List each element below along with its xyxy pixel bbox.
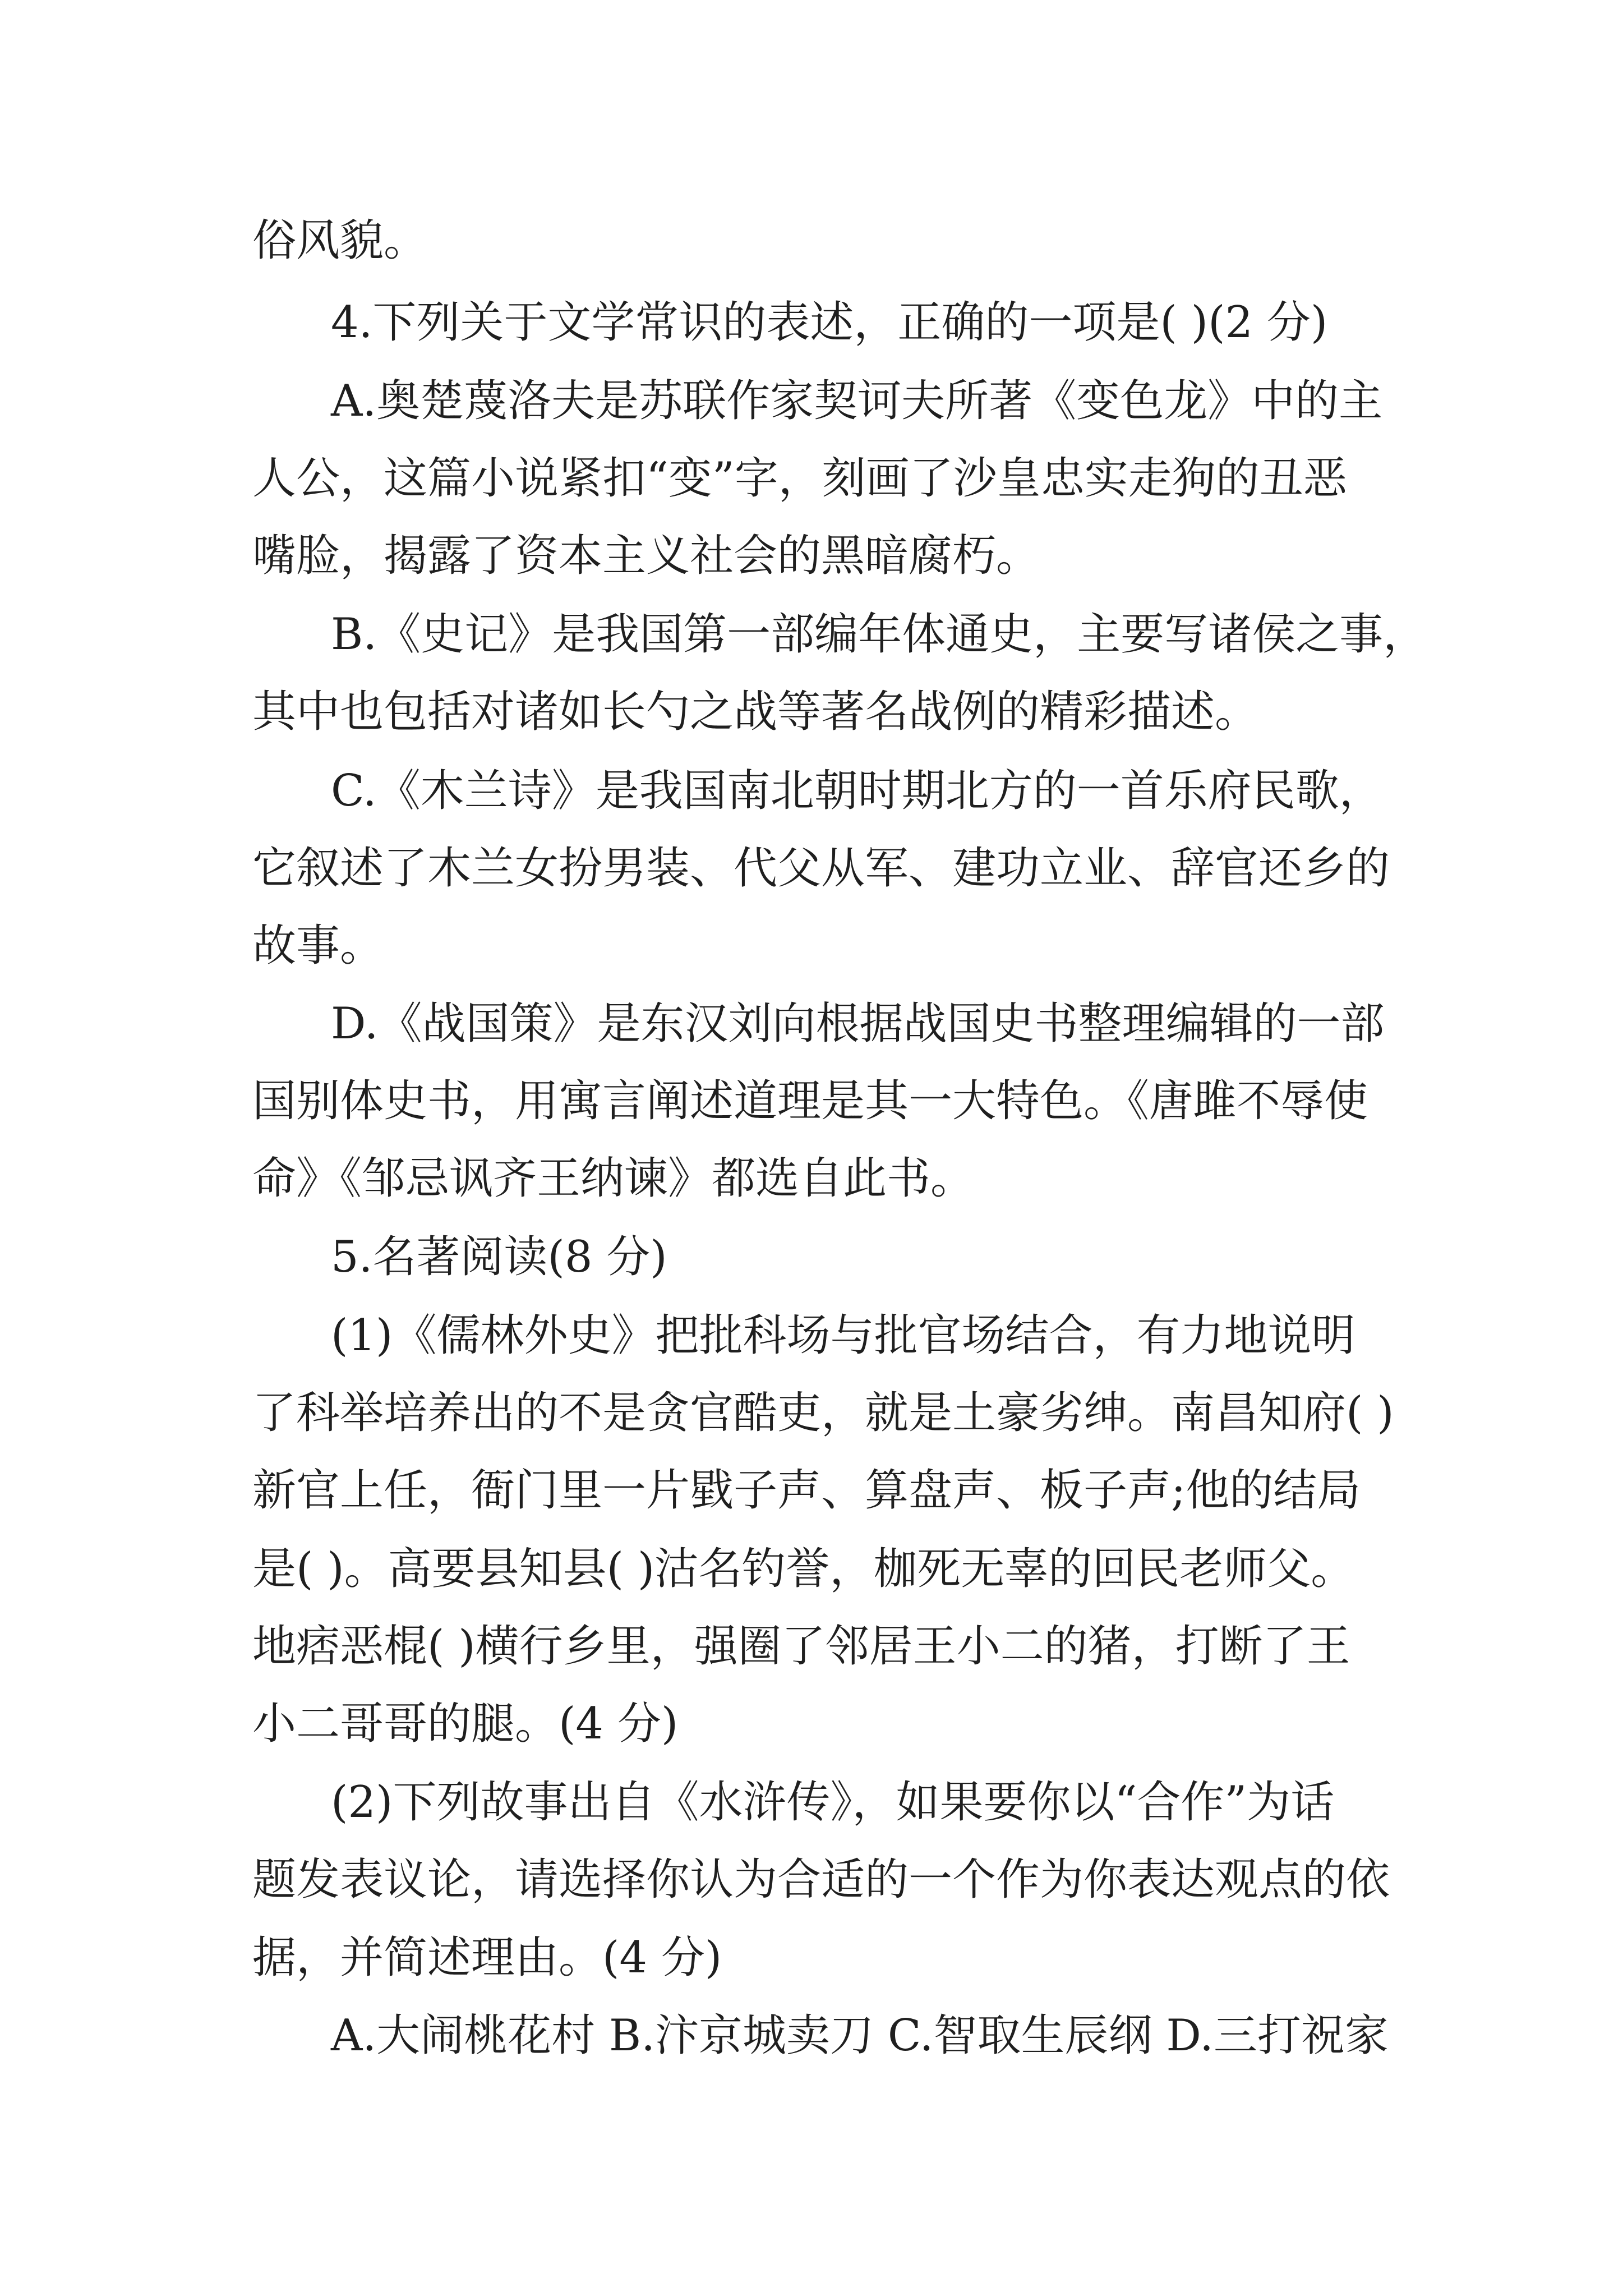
text-line: 嘴脸，揭露了资本主义社会的黑暗腐朽。 — [252, 531, 1040, 581]
options-line: A.大闹桃花村 B.汴京城卖刀 C.智取生辰纲 D.三打祝家 — [331, 2010, 1389, 2061]
question-5-stem: 5.名著阅读(8 分) — [331, 1232, 667, 1282]
text-line: 新官上任，衙门里一片戥子声、算盘声、板子声;他的结局 — [252, 1465, 1361, 1516]
question-4-stem: 4.下列关于文学常识的表述，正确的一项是( )(2 分) — [331, 297, 1328, 348]
text-line: 故事。 — [252, 921, 384, 971]
text-line: 俗风貌。 — [252, 215, 428, 266]
text-line: 了科举培养出的不是贪官酷吏，就是土豪劣绅。南昌知府( ) — [252, 1388, 1394, 1438]
text-line: 命》《邹忌讽齐王纳谏》都选自此书。 — [252, 1153, 975, 1204]
text-line: 其中也包括对诸如长勺之战等著名战例的精彩描述。 — [252, 687, 1259, 737]
text-line: 小二哥哥的腿。(4 分) — [252, 1699, 679, 1749]
option-d-line: D.《战国策》是东汉刘向根据战国史书整理编辑的一部 — [331, 999, 1385, 1049]
text-line: 地痞恶棍( )横行乡里，强圈了邻居王小二的猪，打断了王 — [252, 1621, 1350, 1672]
text-line: 人公，这篇小说紧扣“变”字，刻画了沙皇忠实走狗的丑恶 — [252, 453, 1347, 504]
option-a-line: A.奥楚蔑洛夫是苏联作家契诃夫所著《变色龙》中的主 — [331, 376, 1383, 426]
text-line: 题发表议论，请选择你认为合适的一个作为你表达观点的依 — [252, 1855, 1390, 1905]
option-b-line: B.《史记》是我国第一部编年体通史，主要写诸侯之事， — [331, 609, 1427, 660]
text-line: 国别体史书，用寓言阐述道理是其一大特色。《唐雎不辱使 — [252, 1076, 1368, 1126]
text-line: 它叙述了木兰女扮男装、代父从军、建功立业、辞官还乡的 — [252, 843, 1390, 894]
subquestion-1-line: (1)《儒林外史》把批科场与批官场结合，有力地说明 — [331, 1310, 1355, 1361]
option-c-line: C.《木兰诗》是我国南北朝时期北方的一首乐府民歌， — [331, 766, 1383, 816]
text-line: 是( )。高要县知县( )沽名钓誉，枷死无辜的回民老师父。 — [252, 1544, 1355, 1594]
subquestion-2-line: (2)下列故事出自《水浒传》，如果要你以“合作”为话 — [331, 1777, 1335, 1828]
text-line: 据，并简述理由。(4 分) — [252, 1932, 722, 1983]
